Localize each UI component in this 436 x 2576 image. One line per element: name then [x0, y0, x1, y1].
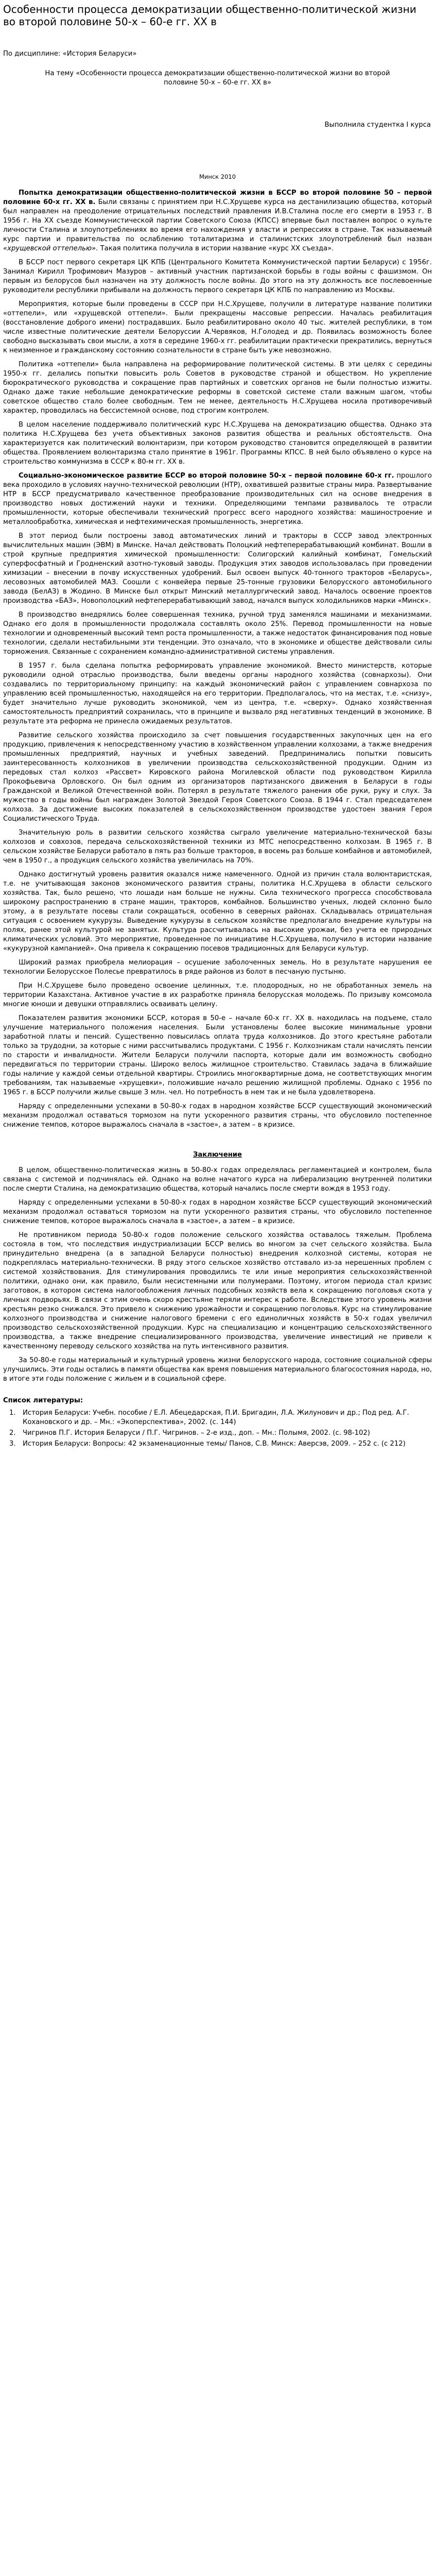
paragraph: Широкий размах приобрела мелиорация – осушение заболоченных земель. Но в результате нарушения ее технологии Белорусское Полесье превратилось в ряде районов из болот в песчаную пустыню. — [3, 959, 432, 976]
paragraph-text: . Такая политика получила в истории название «курс ХХ съезда». — [96, 245, 334, 252]
paragraph — [3, 471, 432, 527]
paragraph-text: Были связаны с принятием при Н.С.Хрущеве курса на дестанилизацию общества, который был направлен на преодоление отрицательных последствий правления И.В.Сталина после его смерти в 1953 г. В 1956 г. На ХХ съезде Коммунистической партии Советского Союза (КПСС) впервые был поставлен вопрос о культе личности Сталина и злоупотреблениях во время его нахождения у власти и репрессиях в стране. Так называемый курс партии и правительства по ослаблению тоталитаризма и сталинистских злоупотреблений был назван — [3, 198, 432, 243]
paragraph: В 1957 г. была сделана попытка реформировать управление экономикой. Вместо министерств, которые руководили одной отраслью производства, были введены органы народного хозяйства (совнархозы). Они создавались по территориальному принципу: на каждый экономический район с управлением совнархоза по управлению всей промышленностью, находящейся на его территории. Предполагалось, что на местах, т.е. «снизу», будет значительно лучше руководить экономикой, чем из центра, т.е. «сверху». Однако хозяйственная самостоятельность предприятий сохранилась, что в принципе и вызвало ряд негативных тенденций в экономике. В результате эта реформа не принесла ожидаемых результатов. — [3, 662, 432, 725]
paragraph: В целом население поддерживало политический курс Н.С.Хрущева на демократизацию общества. Однако эта политика Н.С.Хрущева без учета объективных законов развития общества и реальных обстоятельств. Она характеризуется как политический волюнтаризм, при котором руководство становится определяющей в развитии общества. Проявлением волюнтаризма стало принятие в 1961г. Программы КПСС. В ней было объявлено о курсе на строительство коммунизма в СССР к 80-м гг. XX в. — [3, 421, 432, 466]
reference-text: История Беларуси: Вопросы: 42 экзаменационные темы/ Панов, С.В. Минск: Аверсэв, 2009. – 252 с. (с 212) — [23, 1440, 406, 1448]
conclusion-heading: Заключение — [193, 1151, 242, 1159]
references-list — [3, 1409, 432, 1449]
author-line: Выполнила студентка I курса — [324, 121, 431, 129]
discipline-line: По дисциплине: «История Беларуси» — [3, 50, 137, 58]
conclusion-paragraph: За 50-80-е годы материальный и культурный уровень жизни белорусского народа, состояние социальной сферы улучшились. Эти годы остались в памяти общества как время повышения материального благосостояния народа, но, в итоге эти годы положение с жильем и в социальной сфере. — [3, 1357, 432, 1383]
paragraph-emphasis: «хрущевской оттепелью» — [3, 245, 96, 252]
reference-item: 2. Чигринов П.Г. История Беларуси / П.Г. Чигринов. – 2-е изд., доп. – Мн.: Полымя, 2002. (с. 98-102) — [9, 1429, 370, 1437]
paragraph: Значительную роль в развитии сельского хозяйства сыграло увеличение материально-технической базы колхозов и совхозов, передача сельскохозяйственной техники из МТС непосредственно колхозам. В 1965 г. В сельском хозяйстве Беларуси работало в пять раз больше тракторов, в восемь раз больше комбайнов и автомобилей, чем в 1950 г., а продукция сельского хозяйства увеличилась на 70%. — [3, 829, 432, 865]
paragraph: При Н.С.Хрущеве было проведено освоение целинных, т.е. плодородных, но не обработанных земель на территории Казахстана. Активное участие в их разработке приняла белорусская молодежь. По призыву комсомола многие юноши и девушки отправлялись осваивать целину. — [3, 982, 432, 1008]
document-title: Особенности процесса демократизации общественно-политической жизни во второй половине 50-х – 60-е гг. ХХ в — [3, 3, 416, 28]
reference-text: Чигринов П.Г. История Беларуси / П.Г. Чигринов. – 2-е изд., доп. – Мн.: Полымя, 2002. (с. 98-102) — [23, 1429, 370, 1437]
topic-line: На тему «Особенности процесса демократизации общественно-политической жизни во второй половине 50-х – 60-е гг. ХХ в» — [45, 70, 390, 87]
paragraph-text: прошлого века проходило в условиях научно-технической революции (НТР), охватившей развитые страны мира. Развертывание НТР в БССР предусматривало качественное преобразование производительных сил на основе внедрения в производство новых достижений науки и техники. Определяющими темпами развивалось те отрасли промышленности, которые обеспечивали технический прогресс всего народного хозяйства: машиностроение и металлообработка, химическая и нефтехимическая промышленность, энергетика. — [3, 472, 432, 526]
conclusion-paragraph: Наряду с определенными успехами в 50-80-х годах в народном хозяйстве БССР существующий экономический механизм продолжал оставаться тормозом на пути ускоренного развития страны, что обусловило постепенное снижение темпов, которое выражалось сначала в «застое», а затем – в кризисе. — [3, 1199, 432, 1225]
reference-item: 1. История Беларуси: Учебн. пособие / Е.Л. Абецедарская, П.И. Бригадин, Л.А. Жилунович и др.; Под ред. А.Г. Кохановского и др. – Мн.: «Экоперспектива», 2002. (с. 144) — [9, 1409, 409, 1426]
paragraph — [3, 189, 432, 253]
paragraph: Показателем развития экономики БССР, которая в 50-е – начале 60-х гг. XX в. находилась на подъеме, стало улучшение материального положения населения. Были установлены более высокие минимальные уровни заработной платы и пенсий. Существенно повысилась оплата труда колхозников. До этого крестьяне работали только за трудодни, за которые с ними рассчитывались продуктами. С 1956 г. Колхозникам стали начислять пенсии по старости и инвалидности. Жители Беларуси получили паспорта, которые дали им возможность свободно передвигаться по территории страны. Широко велось жилищное строительство. Ставилась задача в ближайшие годы наличие у каждой семьи отдельной квартиры. Строились многоквартирные дома, не соответствующих многим требованиям, так называемые «хрущевки», положившие начало решению жилищной проблемы. Однако с 1956 по 1965 г. в БССР получили жилье свыше 3 млн. чел. Но потребность в нем так и не была удовлетворена. — [3, 1014, 432, 1096]
paragraph: В БССР пост первого секретаря ЦК КПБ (Центрального Комитета Коммунистической партии Беларуси) с 1956г. Занимал Кирилл Трофимович Мазуров – активный участник партизанской борьбы в годы войны с фашизмом. Он первым из белорусов был назначен на эту должность после войны. До этого на эту должность все послевоенные руководители республики прибывали на должность первого секретаря ЦК КПБ по направлению из Москвы. — [3, 259, 432, 294]
paragraph: Политика «оттепели» была направлена на реформирование политической системы. В эти целях с середины 1950-х гг. делались попытки повысить роль Советов в руководстве страной и обществом. Но укрепление бюрократического руководства и сокращение прав партийных и советских органов не были полностью изжиты. Однако даже такие небольшие демократические реформы в советской системе стали важным шагом, чтобы советское общество стало более свободным. Тем не менее, деятельность Н.С.Хрущева носила противоречивый характер, проводилась на бессистемной основе, под строгим контролем. — [3, 361, 432, 415]
references-heading: Список литературы: — [3, 1397, 83, 1404]
paragraph: Наряду с определенными успехами в 50-80-х годах в народном хозяйстве БССР существующий экономический механизм продолжал оставаться тормозом на пути ускоренного развития страны, что обусловило постепенное снижение темпов, которое выражалось сначала в «застое», а затем – в кризисе. — [3, 1103, 432, 1129]
paragraph: Однако достигнутый уровень развития оказался ниже намеченного. Одной из причин стала волюнтаристская, т.е. не учитывающая законов экономического развития страны, политика Н.С.Хрущева в области сельского хозяйства. Так, было решено, что лошади нам больше не нужны. Сила технического прогресса способствовала широкому распространению в стране машин, тракторов, комбайнов. Большинство ученых, людей склонно было этому, а в результате посевы стали сокращаться, особенно в северных районах. Складывалась отрицательная ситуация с освоением кукурузы. Выведение кукурузы в сельском хозяйстве предполагало внедрение культуры на полях, ранее этой культурой не занятых. Культура рассчитывалась на высокие урожаи, без учета ее природных климатических условий. Это мероприятие, проведенное по инициативе Н.С.Хрущева, получило в истории название «кукурузной кампанией». Она привела к сокращению посевов традиционных для Беларуси культур. — [3, 871, 432, 953]
paragraph-lead: Социально-экономическое развитие БССР во второй половине 50-х – первой половине 60-х гг. — [19, 472, 394, 480]
conclusion-paragraph: В целом, общественно-политическая жизнь в 50-80-х годах определялась регламентацией и контролем, была связана с системой и подчинялась ей. Однако на волне начатого курса на либерализацию внутренней политики после смерти Сталина, на демократизацию общества, который начались после смерти вождя в 1953 году. — [3, 1166, 432, 1193]
reference-text: История Беларуси: Учебн. пособие / Е.Л. Абецедарская, П.И. Бригадин, Л.А. Жилунович и др.; Под ред. А.Г. Кохановского и др. – Мн.: «Экоперспектива», 2002. (с. 144) — [23, 1409, 409, 1426]
document-body — [3, 189, 432, 1384]
paragraph: Мероприятия, которые были проведены в СССР при Н.С.Хрущеве, получили в литературе название политики «оттепели», или «хрущевской оттепели». Были прекращены массовые репрессии. Началась реабилитация (восстановление доброго имени) пострадавших. Было реабилитировано около 40 тыс. жителей республики, в том числе известные политические деятели Белоруссии А.Червяков, Н.Голодед и др. Появилась возможность более свободно высказывать свои мысли, а хотя в середине 1960-х гг. реабилитации практически прекратились, вернуться к неизменное и гражданскому состоянию сознательности в стране быть уже невозможно. — [3, 300, 432, 354]
city-year: Минск 2010 — [199, 173, 236, 180]
paragraph-lead: Попытка демократизации общественно-политической жизни в БССР во второй половине 50 – первой половине 60-х гг. XX в. — [3, 189, 432, 206]
paragraph: В производство внедрялись более совершенная техника, ручной труд заменялся машинами и механизмами. Однако его доля в промышленности продолжала составлять около 25%. Перевод промышленности на новые технологии и одновременный высокий темп роста промышленности, а также недостаток финансирования под новые технологии, сделали нестабильными эти тенденции. Это означало, что в экономике и обществе действовали силы торможения. Связанные с сохранением командно-административной системы управления. — [3, 611, 432, 656]
conclusion-paragraph: Не противником периода 50-80-х годов положение сельского хозяйства оставалось тяжелым. Проблема состояла в том, что последствия индустриализации БССР велись во многом за счет сельского хозяйства. Была принудительно внедрена (а в западной Беларуси полностью) внедрения колхозной системы, которая не подкреплялась материально-технически. В ряду этого сельское хозяйство отставало из-за нерешенных проблем с системой хозяйствования. Для стимулирования проводились те или иные мероприятия сельскохозяйственной политики, однако они, как правило, были несистемными или полумерами. Поэтому, итогом периода стал кризис заготовок, в котором система налогообложения личных подсобных хозяйств вела к сокращению поголовья скота у личных подворьях. В связи с этим очень скоро крестьяне теряли интерес к работе. Вследствие этого уровень жизни крестьян резко снижался. Это привело к снижению урожайности и сокращению поголовья. Курс на стимулирование колхозного производства и снижение налогового бремени с его единоличных хозяйств в 50-х годах увеличил производство сельскохозяйственной продукции. Курс на специализацию и концентрацию сельскохозяйственного производства, а также внедрение специализированного производства, увеличение инвестиций не привели к качественному переводу сельского хозяйства на путь интенсивного развития. — [3, 1231, 432, 1350]
paragraph: Развитие сельского хозяйства происходило за счет повышения государственных закупочных цен на его продукцию, привлечения к непосредственному участию в хозяйственном управлении колхозами, а также внедрения промышленных предприятий, научных и учебных заведений. Предпринимались попытки повысить заинтересованность колхозников в увеличении производства сельскохозяйственной продукции. Одним из передовых стал колхоз «Рассвет» Кировского района Могилевской области под руководством Кирилла Прокофьевича Орловского. Он был одним из организаторов партизанского движения в Беларуси в годы Гражданской и Великой Отечественной войн. Потерял в результате тяжелого ранения обе руки, руку и слух. За мужество в годы войны был награжден Золотой Звездой Героя Советского Союза. В 1944 г. Стал председателем колхоза. За достижение высоких показателей в сельскохозяйственном производстве удостоен звания Героя Социалистического Труда. — [3, 732, 432, 823]
reference-item: 3. История Беларуси: Вопросы: 42 экзаменационные темы/ Панов, С.В. Минск: Аверсэв, 2009. – 252 с. (с 212) — [9, 1440, 406, 1448]
paragraph: В этот период были построены завод автоматических линий и тракторы в СССР завод электронных вычислительных машин (ЭВМ) в Минске. Начал действовать Полоцкий нефтеперерабатывающий комбинат. Вошли в строй крупные предприятия химической промышленности: Солигорский калийный комбинат, Гомельский суперфосфатный и Гродненский азотно-туковый заводы. Продукция этих заводов использовалась при проведении химизации – внесении в почву искусственных удобрений. Был освоен выпуск 40-тонного тракторов «Беларусь», лесовозных автомобилей МАЗ. Соошли с конвейера первые 25-тонные грузовики Белорусского автомобильного завода (БелАЗ) в Жодино. В Минске был открыт Минский металлургический завод. Началось освоение проектов производства «БАЗ», Новополоцкий нефтеперерабатывающий завод, начался выпуск холодильников марки «Минск». — [3, 532, 432, 605]
